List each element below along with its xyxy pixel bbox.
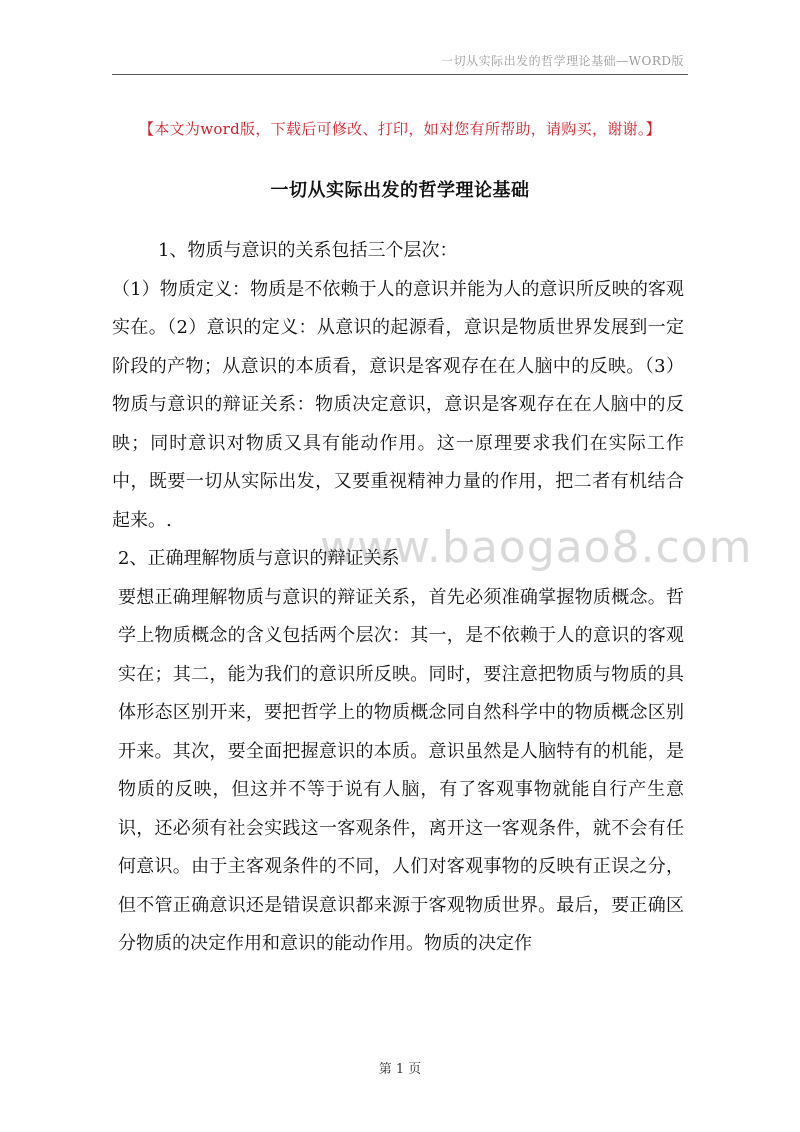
- section-heading-1: 1、物质与意识的关系包括三个层次：: [158, 240, 458, 261]
- document-body: [112, 232, 684, 964]
- header-divider: [112, 74, 688, 75]
- paragraph-1: （1）物质定义：物质是不依赖于人的意识并能为人的意识所反映的客观实在。（2）意识的定义：从意识的起源看，意识是物质世界发展到一定阶段的产物；从意识的本质看，意识是客观存在在人脑中的反映。（3）物质与意识的辩证关系：物质决定意识，意识是客观存在在人脑中的反映；同时意识对物质又具有能动作用。这一原理要求我们在实际工作中，既要一切从实际出发，又要重视精神力量的作用，把二者有机结合起来。.: [112, 278, 684, 531]
- paragraph-2: 要想正确理解物质与意识的辩证关系，首先必须准确掌握物质概念。哲学上物质概念的含义包括两个层次：其一，是不依赖于人的意识的客观实在；其二，能为我们的意识所反映。同时，要注意把物质与物质的具体形态区别开来，要把哲学上的物质概念同自然科学中的物质概念区别开来。其次，要全面把握意识的本质。意识虽然是人脑特有的机能，是物质的反映，但这并不等于说有人脑，有了客观事物就能自行产生意识，还必须有社会实践这一客观条件，离开这一客观条件，就不会有任何意识。由于主客观条件的不同，人们对客观事物的反映有正误之分，但不管正确意识还是错误意识都来源于客观物质世界。最后，要正确区分物质的决定作用和意识的能动作用。物质的决定作: [118, 586, 684, 954]
- section-heading-2: 2、正确理解物质与意识的辩证关系: [118, 548, 400, 569]
- page-number: 第 1 页: [378, 1062, 422, 1077]
- watermark: www.baogao8.com: [320, 522, 753, 573]
- document-title: 一切从实际出发的哲学理论基础: [270, 180, 530, 201]
- running-header: 一切从实际出发的哲学理论基础—WORD版: [441, 54, 684, 68]
- purchase-notice: 【本文为word版，下载后可修改、打印，如对您有所帮助，请购买，谢谢。】: [139, 120, 661, 138]
